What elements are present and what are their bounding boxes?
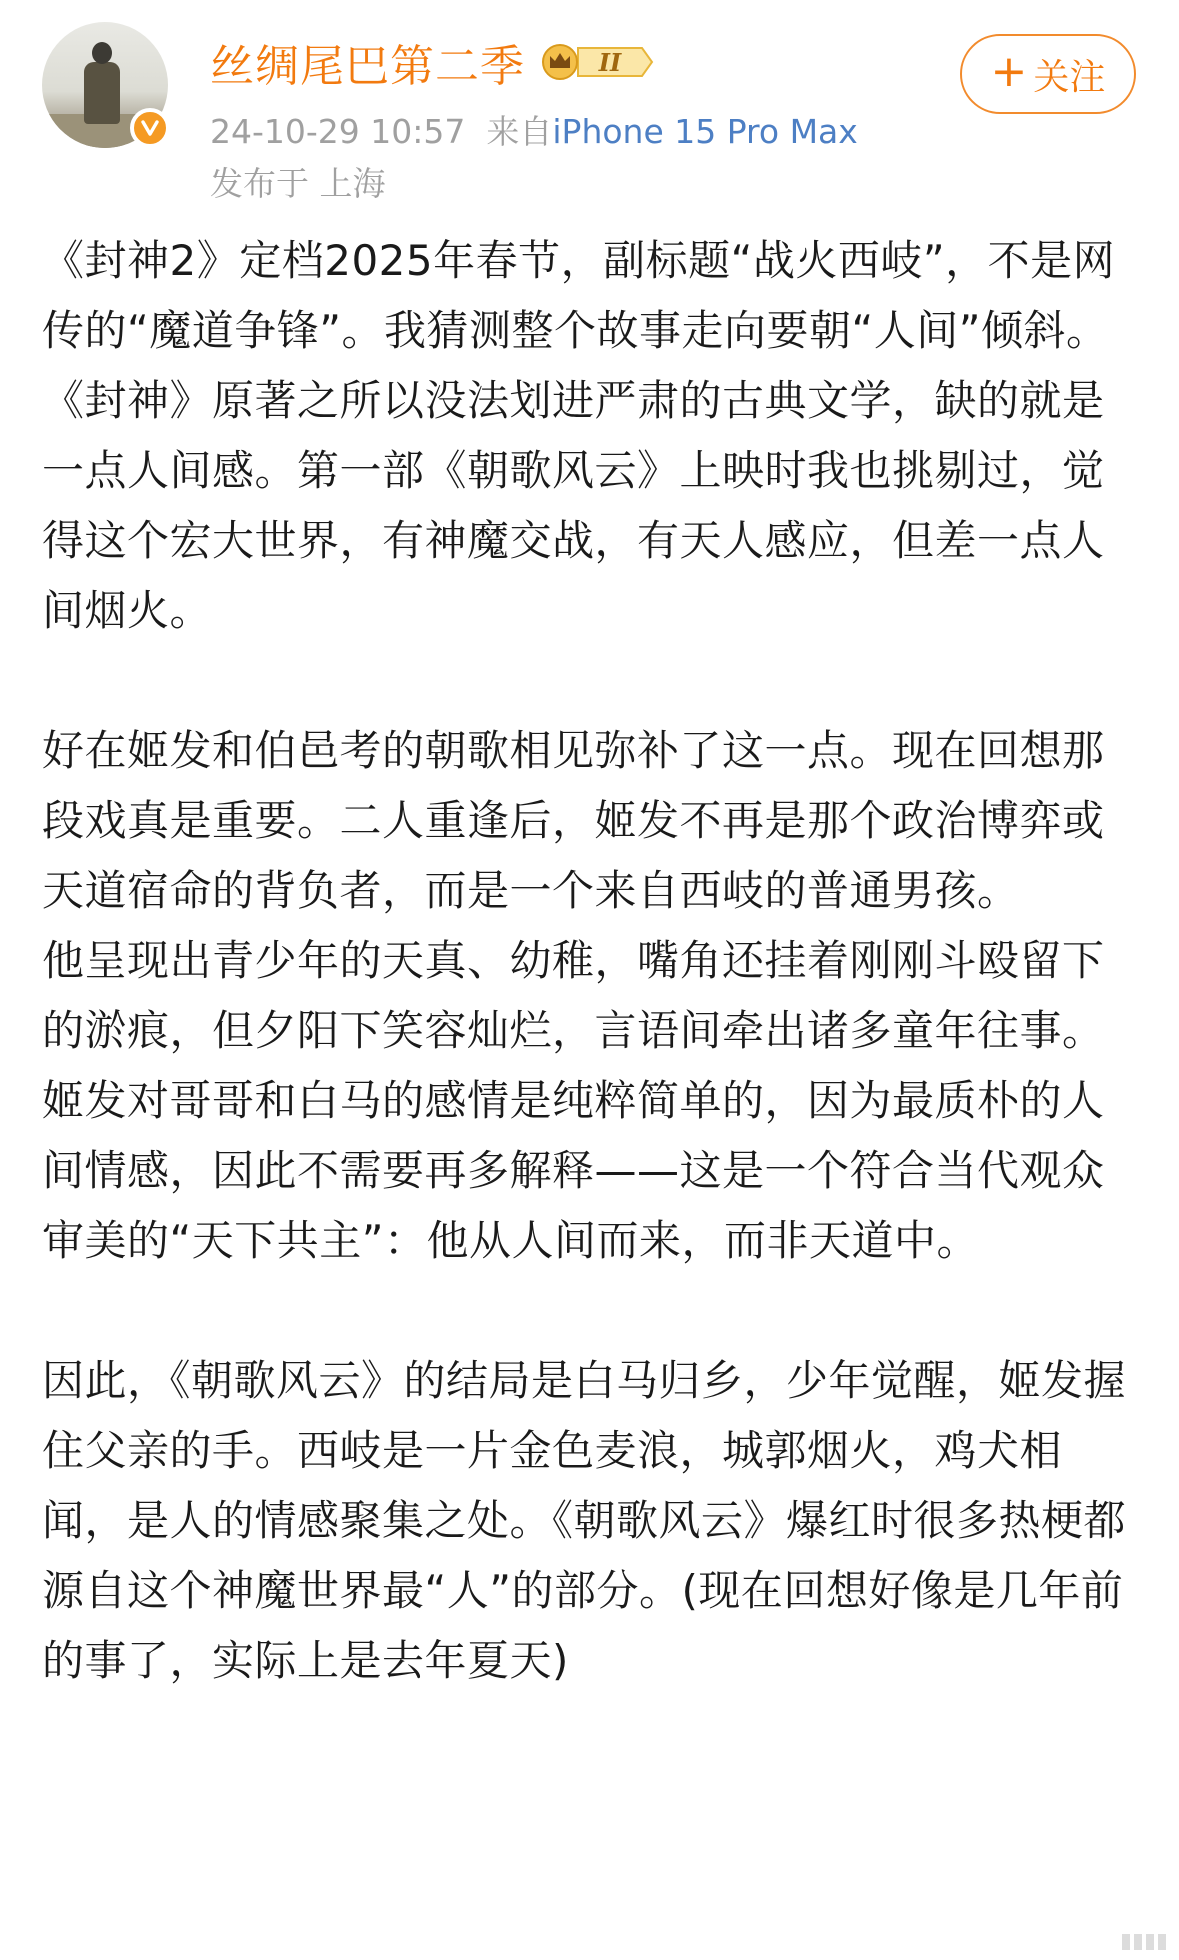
level-text: II: [598, 48, 622, 77]
follow-button[interactable]: [960, 34, 1136, 114]
watermark-icon: [1120, 1930, 1170, 1954]
post-paragraph: 他呈现出青少年的天真、幼稚，嘴角还挂着刚刚斗殴留下的淤痕，但夕阳下笑容灿烂，言语间牵出诸多童年往事。姬发对哥哥和白马的感情是纯粹简单的，因为最质朴的人间情感，因此不需要再多解释——这是一个符合当代观众审美的“天下共主”：他从人间而来，而非天道中。: [42, 936, 1105, 1265]
plus-icon: +: [990, 46, 1028, 97]
source-label: 来自: [486, 112, 553, 151]
post-body: [42, 226, 1142, 1696]
source-device-link[interactable]: iPhone 15 Pro Max: [552, 112, 858, 151]
user-avatar[interactable]: [42, 22, 168, 148]
user-name[interactable]: 丝绸尾巴第二季: [210, 41, 525, 92]
post-meta: [210, 106, 858, 153]
post-paragraph: 《封神》原著之所以没法划进严肃的古典文学，缺的就是一点人间感。第一部《朝歌风云》上映时我也挑剔过，觉得这个宏大世界，有神魔交战，有天人感应，但差一点人间烟火。: [42, 376, 1105, 635]
post-header: [0, 0, 1179, 203]
verified-badge-icon: [130, 108, 170, 148]
post-paragraph: 因此，《朝歌风云》的结局是白马归乡，少年觉醒，姬发握住父亲的手。西岐是一片金色麦浪，城郭烟火，鸡犬相闻，是人的情感聚集之处。《朝歌风云》爆红时很多热梗都源自这个神魔世界最“人”的部分。(现在回想好像是几年前的事了，实际上是去年夏天): [42, 1356, 1127, 1685]
post-paragraph: 好在姬发和伯邑考的朝歌相见弥补了这一点。现在回想那段戏真是重要。二人重逢后，姬发不再是那个政治博弈或天道宿命的背负者，而是一个来自西岐的普通男孩。: [42, 726, 1105, 915]
paragraph-gap: [42, 1276, 1142, 1346]
user-level-badge-icon: [538, 42, 654, 82]
paragraph-gap: [42, 646, 1142, 716]
post-paragraph: 《封神2》定档2025年春节，副标题“战火西岐”，不是网传的“魔道争锋”。我猜测整个故事走向要朝“人间”倾斜。: [42, 236, 1116, 355]
follow-label: 关注: [1033, 56, 1106, 98]
post-time: 24-10-29 10:57: [210, 112, 466, 151]
post-location: 发布于 上海: [210, 164, 386, 203]
